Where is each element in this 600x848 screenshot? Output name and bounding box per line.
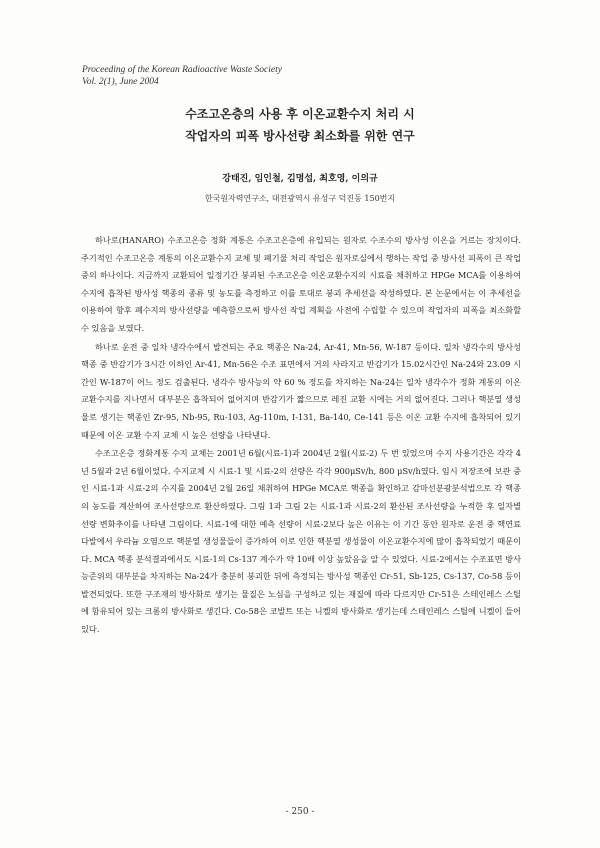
title-line-2: 작업자의 피폭 방사선량 최소화를 위한 연구 <box>185 129 415 143</box>
affiliation: 한국원자력연구소, 대전광역시 유성구 덕진동 150번지 <box>204 194 396 203</box>
paragraph-2: 하나로 운전 중 일차 냉각수에서 발견되는 주요 핵종은 Na-24, Ar-41, Mn-56, W-187 등이다. 일차 냉각수의 방사성 핵종 중 반감기가 3시간 이하인 Ar-41, Mn-56은 수조 표면에서 거의 사라지고 반감기가 15.02시간인 Na-24와 23.09 시간인 W-187이 어느 정도 검출된다. 냉각수 방사능의 약 60 % 정도를 차지하는 Na-24는 일차 냉각수가 정화 계통의 이온교환수지를 지나면서 대부분은 흡착되어 없어지며 반감기가 짧으므로 레진 교환 시에는 거의 없어진다. 그러나 핵분열 생성물로 생기는 핵종인 Zr-95, Nb-95, Ru-103, Ag-110m, I-131, Ba-140, Ce-141 등은 이온 교환 수지에 흡착되어 있기 때문에 이온 교환 수지 교체 시 높은 선량을 나타낸다. <box>81 341 521 440</box>
paper-body <box>81 232 521 639</box>
journal-name: Proceeding of the Korean Radioactive Waste Society <box>82 65 282 75</box>
paper-title <box>0 103 600 147</box>
page-number: - 250 - <box>285 807 315 817</box>
paragraph-3: 수조고온층 정화계통 수지 교체는 2001년 6월(시료-1)과 2004년 2월(시료-2) 두 번 있었으며 수지 사용기간은 각각 4년 5월과 2년 6월이었다. 수지교체 시 시료-1 및 시료-2의 선량은 각각 900μSv/h, 800 μSv/h였다. 임시 저장조에 보관 중인 시료-1과 시료-2의 수지를 2004년 2월 26일 채취하여 HPGe MCA로 핵종을 확인하고 감마선분광분석법으로 각 핵종의 농도를 계산하여 조사선량으로 환산하였다. 그림 1과 그림 2는 시료-1과 시료-2의 환산된 조사선량을 누적한 후 일자별 선량 변화추이를 나타낸 그림이다. 시료-1에 대한 예측 선량이 시료-2보다 높은 이유는 이 기간 동안 원자로 운전 중 핵연료 다발에서 우라늄 오염으로 핵분열 생성물들이 증가하여 이로 인한 핵분열 생성물이 이온교환수지에 많이 흡착되었기 때문이다. MCA 핵종 분석결과에서도 시료-1의 Cs-137 계수가 약 10배 이상 높았음을 알 수 있었다. 시료-2에서는 수조표면 방사능준위의 대부분을 차지하는 Na-24가 충분히 붕괴한 뒤에 측정되는 방사성 핵종인 Cr-51, Sb-125, Cs-137, Co-58 등이 발견되었다. 또한 구조재의 방사화로 생기는 물질은 노심을 구성하고 있는 재질에 따라 다르지만 Cr-51은 스테인레스 스틸에 함유되어 있는 크롬의 방사화로 생긴다. Co-58은 코발트 또는 니켈의 방사화로 생기는데 스테인레스 스틸에 니켈이 들어있다. <box>81 448 521 635</box>
title-line-1: 수조고온층의 사용 후 이온교환수지 처리 시 <box>185 107 415 121</box>
journal-header <box>82 64 282 88</box>
journal-volume: Vol. 2(1), June 2004 <box>82 77 159 87</box>
paragraph-1: 하나로(HANARO) 수조고온층 정화 계통은 수조고온층에 유입되는 원자로 수조수의 방사성 이온을 거르는 장치이다. 주기적인 수조고온층 계통의 이온교환수지 교체 및 폐기물 처리 작업은 원자로실에서 행하는 작업 중 방사선 피폭이 큰 작업 중의 하나이다. 지금까지 교환되어 일정기간 붕괴된 수조고온층 이온교환수지의 시료를 채취하고 HPGe MCA를 이용하여 수지에 흡착된 방사성 핵종의 종류 및 농도를 측정하고 이를 토대로 붕괴 추세선을 작성하였다. 본 논문에서는 이 추세선을 이용하여 향후 폐수지의 방사선량을 예측함으로써 방사선 작업 계획을 사전에 수립할 수 있으며 작업자의 피폭을 최소화할 수 있음을 보였다. <box>81 235 521 333</box>
authors: 강태진, 임인철, 김명섭, 최호영, 이의규 <box>222 174 378 184</box>
